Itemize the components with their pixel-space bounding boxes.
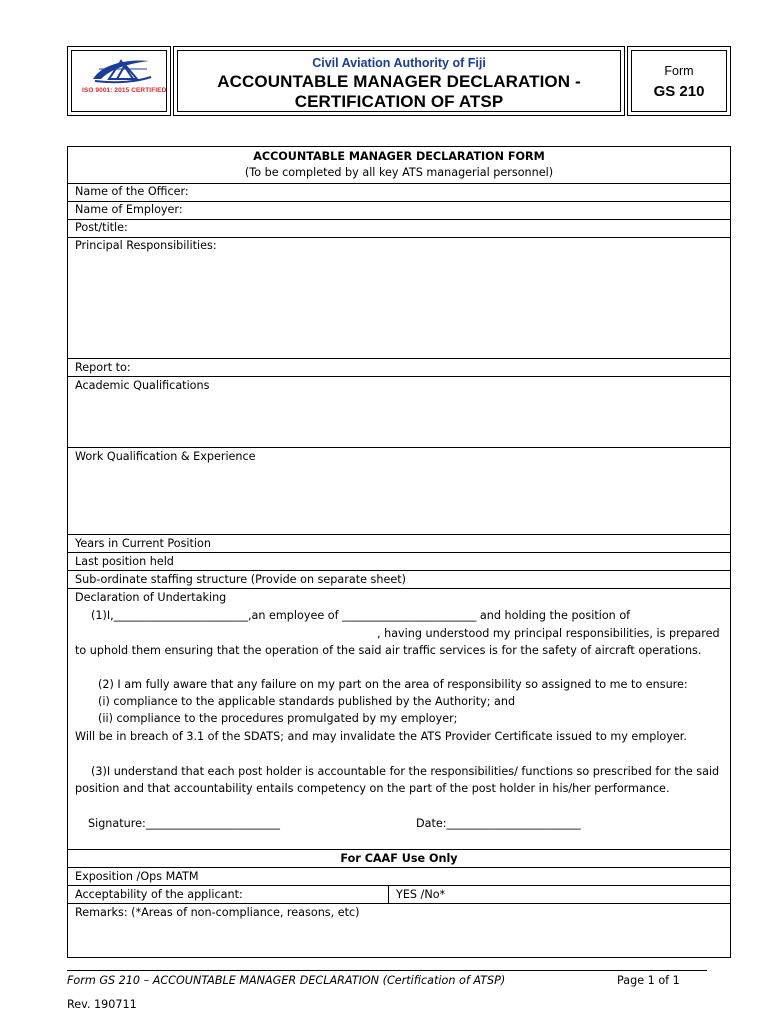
remarks-field[interactable] xyxy=(68,904,730,958)
yes-no-option[interactable]: YES /No* xyxy=(396,888,446,901)
form-code-cell xyxy=(627,46,731,116)
acceptability-label: Acceptability of the applicant: xyxy=(75,888,243,901)
authority-name: Civil Aviation Authority of Fiji xyxy=(312,56,486,70)
exposition-field[interactable] xyxy=(68,868,730,886)
academic-qualifications-field[interactable] xyxy=(68,377,730,448)
form-header xyxy=(67,46,731,116)
caaf-heading: For CAAF Use Only xyxy=(340,852,458,865)
declaration-title: Declaration of Undertaking xyxy=(75,591,227,604)
footer-divider xyxy=(67,970,707,971)
declaration-1-line2: , having understood my principal responsibilities, is prepared xyxy=(377,627,720,640)
declaration-2-line2: (i) compliance to the applicable standards published by the Authority; and xyxy=(98,695,516,708)
acceptability-divider xyxy=(388,886,389,904)
years-current-position-field[interactable] xyxy=(68,535,730,553)
form-heading-row xyxy=(68,147,730,184)
academic-qualifications-label: Academic Qualifications xyxy=(75,379,210,392)
report-to-label: Report to: xyxy=(75,361,131,374)
subordinate-staffing-field[interactable] xyxy=(68,571,730,589)
report-to-field[interactable] xyxy=(68,359,730,377)
revision-number: Rev. 190711 xyxy=(67,998,137,1011)
exposition-label: Exposition /Ops MATM xyxy=(75,870,199,883)
form-label: Form xyxy=(664,64,694,78)
remarks-label: Remarks: (*Areas of non-compliance, reasons, etc) xyxy=(75,906,360,919)
logo-cell xyxy=(67,46,171,116)
declaration-3-line2: position and that accountability entails competency on the part of the post holder in his/her performance. xyxy=(75,782,670,795)
page-title-line2: CERTIFICATION OF ATSP xyxy=(294,92,504,111)
acceptability-field[interactable] xyxy=(68,886,730,904)
post-title-label: Post/title: xyxy=(75,221,128,234)
date-field[interactable]: Date:________________________ xyxy=(416,817,581,830)
last-position-label: Last position held xyxy=(75,555,174,568)
caaf-logo-icon xyxy=(89,57,153,85)
declaration-section xyxy=(68,589,730,850)
name-officer-field[interactable] xyxy=(68,184,730,202)
signature-field[interactable]: Signature:________________________ xyxy=(88,817,280,830)
name-officer-label: Name of the Officer: xyxy=(75,185,189,198)
caaf-heading-row xyxy=(68,850,730,868)
page-title-line1: ACCOUNTABLE MANAGER DECLARATION - xyxy=(217,72,581,91)
declaration-1-line1: (1)I,________________________,an employee of ________________________ and holding the position of xyxy=(91,609,631,622)
title-cell xyxy=(173,46,625,116)
declaration-form xyxy=(67,146,731,958)
years-current-position-label: Years in Current Position xyxy=(75,537,211,550)
work-qualification-label: Work Qualification & Experience xyxy=(75,450,256,463)
iso-certified-label: ISO 9001: 2015 CERTIFIED xyxy=(82,87,167,94)
declaration-3-line1: (3)I understand that each post holder is accountable for the responsibilities/ functions so prescribed for the said xyxy=(91,765,720,778)
work-qualification-field[interactable] xyxy=(68,448,730,535)
declaration-2-line4: Will be in breach of 3.1 of the SDATS; and may invalidate the ATS Provider Certificate issued to my employer. xyxy=(75,730,687,743)
declaration-1-line3: to uphold them ensuring that the operation of the said air traffic services is for the safety of aircraft operations. xyxy=(75,644,702,657)
principal-responsibilities-label: Principal Responsibilities: xyxy=(75,239,217,252)
form-subheading: (To be completed by all key ATS managerial personnel) xyxy=(244,166,554,179)
page-number: Page 1 of 1 xyxy=(617,974,680,987)
subordinate-staffing-label: Sub-ordinate staffing structure (Provide on separate sheet) xyxy=(75,573,406,586)
name-employer-label: Name of Employer: xyxy=(75,203,183,216)
footer-form-title: Form GS 210 – ACCOUNTABLE MANAGER DECLARATION (Certification of ATSP) xyxy=(67,974,506,987)
declaration-2-line1: (2) I am fully aware that any failure on my part on the area of responsibility so assigned to me to ensure: xyxy=(98,678,688,691)
name-employer-field[interactable] xyxy=(68,202,730,220)
principal-responsibilities-field[interactable] xyxy=(68,238,730,359)
declaration-2-line3: (ii) compliance to the procedures promulgated by my employer; xyxy=(98,712,458,725)
form-heading: ACCOUNTABLE MANAGER DECLARATION FORM xyxy=(253,150,545,163)
post-title-field[interactable] xyxy=(68,220,730,238)
form-code: GS 210 xyxy=(653,83,705,100)
last-position-field[interactable] xyxy=(68,553,730,571)
